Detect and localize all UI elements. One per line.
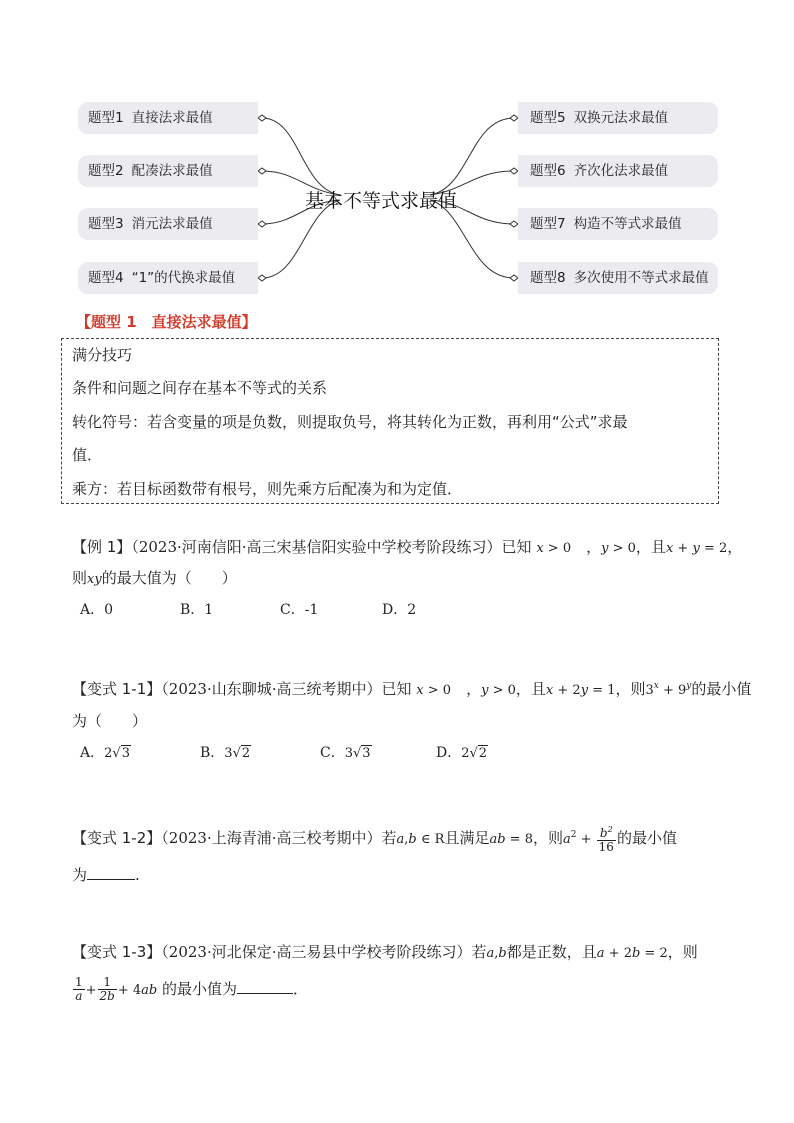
mindmap-node-type4: 题型4 “1”的代换求最值 [78, 262, 258, 294]
example-1-line-1: 【例 1】（2023·河南信阳·高三宋基信阳实验中学校考阶段练习）已知 x > 0 ，y > 0，且x + y = 2， [72, 538, 743, 556]
example-1-option-b: B．1 [180, 602, 214, 618]
mindmap-node-type7: 题型7 构造不等式求最值 [518, 208, 718, 240]
variant-1-2-line-2: 为 . [72, 866, 140, 884]
section-heading: 【题型 1 直接法求最值】 [76, 313, 257, 331]
answer-blank[interactable] [237, 979, 293, 994]
example-1-option-a: A．0 [80, 602, 114, 618]
mindmap-node-type8: 题型8 多次使用不等式求最值 [518, 262, 718, 294]
variant-1-1-line-1: 【变式 1-1】（2023·山东聊城·高三统考期中）已知 x > 0 ，y > 0，且x + 2y = 1，则$3^x + 9^y$的最小值 [72, 680, 752, 698]
tips-heading: 满分技巧 [72, 346, 133, 364]
variant-1-3-line-1: 【变式 1-3】（2023·河北保定·高三易县中学校考阶段练习）若a,b都是正数，且a + 2b = 2，则 [72, 943, 698, 961]
mindmap-node-type2: 题型2 配凑法求最值 [78, 155, 258, 187]
tips-line-3: 值． [72, 446, 103, 464]
variant-1-1-option-d: D．2√2 [436, 745, 488, 761]
mindmap-node-type1: 题型1 直接法求最值 [78, 102, 258, 134]
variant-1-2-line-1: 【变式 1-2】（2023·上海青浦·高三校考期中）若a,b ∈ R且满足ab = 8，则$a^2$ + $\frac{b^2}{16}$ 的最小值 [72, 825, 677, 854]
example-1-option-c: C．-1 [280, 602, 319, 618]
example-1-line-2: 则xy的最大值为（ ） [72, 569, 237, 587]
answer-blank[interactable] [87, 865, 135, 880]
mindmap-center-title: 基本不等式求最值 [305, 190, 458, 212]
variant-1-3-line-2: $\frac{1}{a}$ + $\frac{1}{2b}$ + 4ab 的最小值为 ． [75, 975, 309, 1003]
example-1-option-d: D．2 [382, 602, 417, 618]
mindmap-node-type5: 题型5 双换元法求最值 [518, 102, 718, 134]
tips-line-2: 转化符号：若含变量的项是负数，则提取负号，将其转化为正数，再利用“公式”求最 [72, 413, 628, 431]
variant-1-1-option-b: B．3√2 [200, 745, 251, 761]
mindmap-node-type3: 题型3 消元法求最值 [78, 208, 258, 240]
tips-line-1: 条件和问题之间存在基本不等式的关系 [72, 379, 328, 397]
tips-line-4: 乘方：若目标函数带有根号，则先乘方后配凑为和为定值． [72, 480, 463, 498]
variant-1-1-line-2: 为（ ） [72, 712, 148, 730]
mindmap-node-type6: 题型6 齐次化法求最值 [518, 155, 718, 187]
variant-1-1-option-a: A．2√3 [80, 745, 130, 761]
variant-1-1-option-c: C．3√3 [320, 745, 371, 761]
